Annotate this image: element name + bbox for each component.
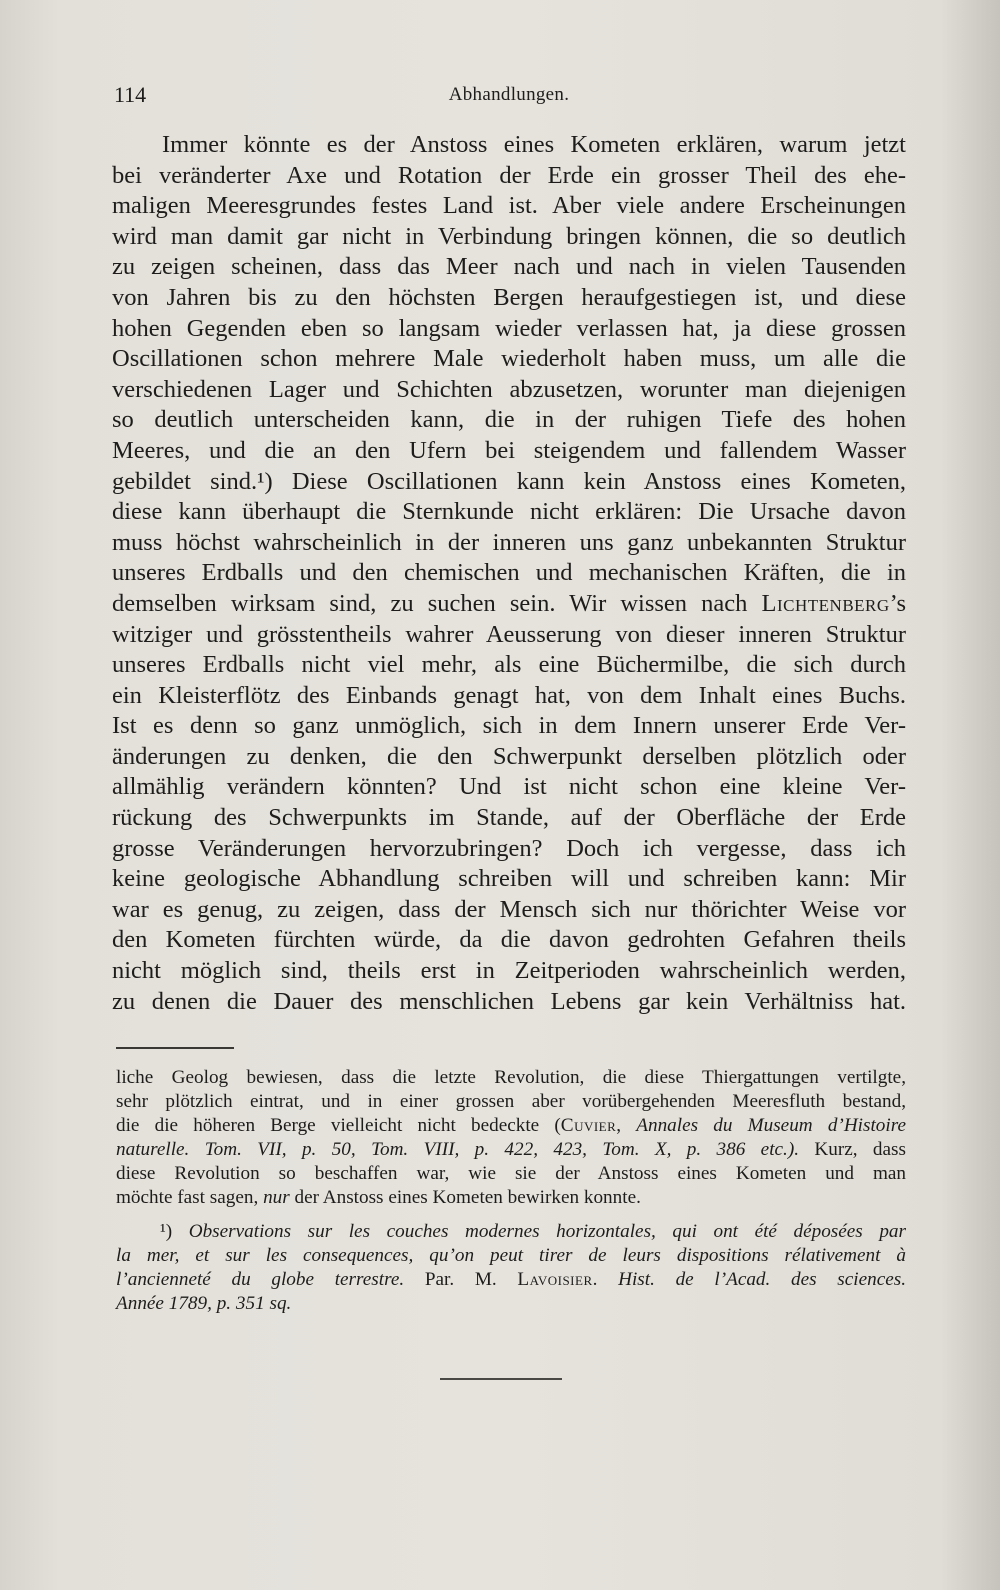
text-line: nicht möglich sind, theils erst in Zeitperioden wahrscheinlich werden, xyxy=(112,957,906,985)
text-line: Meeres, und die an den Ufern bei steigendem und fallendem Wasser xyxy=(112,436,906,464)
footnote-marker: ¹) xyxy=(160,1221,173,1242)
running-head: Abhandlungen. xyxy=(448,84,570,105)
footnotes-block xyxy=(116,1066,906,1316)
text-line: verschiedenen Lager und Schichten abzusetzen, worunter man diejenigen xyxy=(112,375,906,403)
citation-detail: naturelle. Tom. VII, p. 50, Tom. VIII, p. 422, 423, Tom. X, p. 386 etc.). xyxy=(116,1139,800,1160)
text-line: ein Kleisterflötz des Einbands genagt hat, von dem Inhalt eines Buchs. xyxy=(112,681,906,709)
text-line: grosse Veränderungen hervorzubringen? Doch ich vergesse, dass ich xyxy=(112,834,906,862)
footnote-line xyxy=(116,1114,906,1138)
text-line: Oscillationen schon mehrere Male wiederholt haben muss, um alle die xyxy=(112,345,906,373)
text-line: allmählig verändern könnten? Und ist nicht schon eine kleine Ver- xyxy=(112,773,906,801)
footnote-line xyxy=(116,1292,906,1316)
text-line: so deutlich unterscheiden kann, die in der ruhigen Tiefe des hohen xyxy=(112,406,906,434)
footnote-text: Kurz, dass xyxy=(799,1139,906,1160)
footnote-text: Par. M. xyxy=(404,1269,518,1290)
work-title: Observations sur les couches modernes horizontales, qui ont été déposées par xyxy=(188,1221,906,1242)
text-line: änderungen zu denken, die den Schwerpunkt derselben plötzlich oder xyxy=(112,742,906,770)
text-line: witziger und grösstentheils wahrer Aeusserung von dieser inneren Struktur xyxy=(112,620,906,648)
footnote-line: liche Geolog bewiesen, dass die letzte Revolution, die diese Thiergattungen vertilgte, xyxy=(116,1067,906,1088)
text-line: gebildet sind.¹) Diese Oscillationen kann kein Anstoss eines Kometen, xyxy=(112,467,906,495)
text-line: rückung des Schwerpunkts im Stande, auf der Oberfläche der Erde xyxy=(112,804,906,832)
footnote-line xyxy=(116,1138,906,1162)
text-line: war es genug, zu zeigen, dass der Mensch sich nur thörichter Weise vor xyxy=(112,895,906,923)
footnote-line xyxy=(116,1244,906,1268)
emphasis-nur: nur xyxy=(263,1187,290,1208)
text-line: von Jahren bis zu den höchsten Bergen heraufgestiegen ist, und diese xyxy=(112,283,906,311)
footnote-text: möchte fast sagen, xyxy=(116,1187,264,1208)
footnote-line xyxy=(116,1186,906,1210)
text-line: Immer könnte es der Anstoss eines Kometen erklären, warum jetzt xyxy=(162,131,906,158)
text-line: Ist es denn so ganz unmöglich, sich in dem Innern unserer Erde Ver- xyxy=(112,712,906,740)
text-line-start: demselben wirksam sind, zu suchen sein. Wir wissen nach xyxy=(112,589,748,617)
possessive-suffix: ’s xyxy=(889,589,907,617)
footnote-text: , xyxy=(616,1115,637,1136)
text-line: wird man damit gar nicht in Verbindung bringen können, die so deutlich xyxy=(112,222,906,250)
text-line: maligen Meeresgrundes festes Land ist. Aber viele andere Erscheinungen xyxy=(112,192,906,220)
work-title: la mer, et sur les consequences, qu’on peut tirer de leurs dispositions rélativement à xyxy=(116,1245,906,1266)
footnote-text: der Anstoss eines Kometen bewirken konnte. xyxy=(289,1187,641,1208)
text-line: hohen Gegenden eben so langsam wieder verlassen hat, ja diese grossen xyxy=(112,314,906,342)
footnote-separator-rule xyxy=(116,1047,234,1049)
bottom-decorative-rule xyxy=(440,1378,562,1380)
footnote-line: sehr plötzlich eintrat, und in einer grossen aber vorübergehenden Meeresfluth bestand, xyxy=(116,1091,906,1112)
main-text-block xyxy=(112,130,906,1017)
page-header xyxy=(114,82,904,112)
footnote-text: die die höheren Berge vielleicht nicht bedeckte ( xyxy=(116,1115,561,1136)
text-line: bei veränderter Axe und Rotation der Erde ein grosser Theil des ehe- xyxy=(112,161,906,189)
text-line: zu denen die Dauer des menschlichen Lebens gar kein Verhältniss hat. xyxy=(112,987,906,1015)
author-name-lavoisier: Lavoisier xyxy=(517,1269,593,1290)
text-line: zu zeigen scheinen, dass das Meer nach und nach in vielen Tausenden xyxy=(112,253,906,281)
text-line: keine geologische Abhandlung schreiben will und schreiben kann: Mir xyxy=(112,865,906,893)
text-line: diese kann überhaupt die Sternkunde nicht erklären: Die Ursache davon xyxy=(112,498,906,526)
text-line: den Kometen fürchten würde, da die davon gedrohten Gefahren theils xyxy=(112,926,906,954)
author-name-cuvier: Cuvier xyxy=(560,1115,617,1136)
citation-detail: Année 1789, p. 351 sq. xyxy=(116,1293,292,1314)
page-number: 114 xyxy=(114,82,147,107)
journal-title: Hist. de l’Acad. des sciences. xyxy=(618,1269,906,1290)
footnote-1 xyxy=(116,1220,906,1316)
work-title: l’ancienneté du globe terrestre. xyxy=(116,1269,405,1290)
footnote-line xyxy=(116,1268,906,1292)
text-line: unseres Erdballs nicht viel mehr, als eine Büchermilbe, die sich durch xyxy=(112,651,906,679)
footnote-text: . xyxy=(592,1269,619,1290)
footnote-line xyxy=(116,1220,906,1244)
footnote-continued xyxy=(116,1066,906,1210)
author-name-lichtenberg: Lichtenberg xyxy=(761,589,890,617)
text-line: muss höchst wahrscheinlich in der inneren uns ganz unbekannten Struktur xyxy=(112,528,906,556)
journal-title: Annales du Museum d’Histoire xyxy=(636,1115,906,1136)
footnote-line: diese Revolution so beschaffen war, wie sie der Anstoss eines Kometen und man xyxy=(116,1163,906,1184)
text-line: unseres Erdballs und den chemischen und mechanischen Kräften, die in xyxy=(112,559,906,587)
text-line-lichtenberg xyxy=(112,589,906,620)
